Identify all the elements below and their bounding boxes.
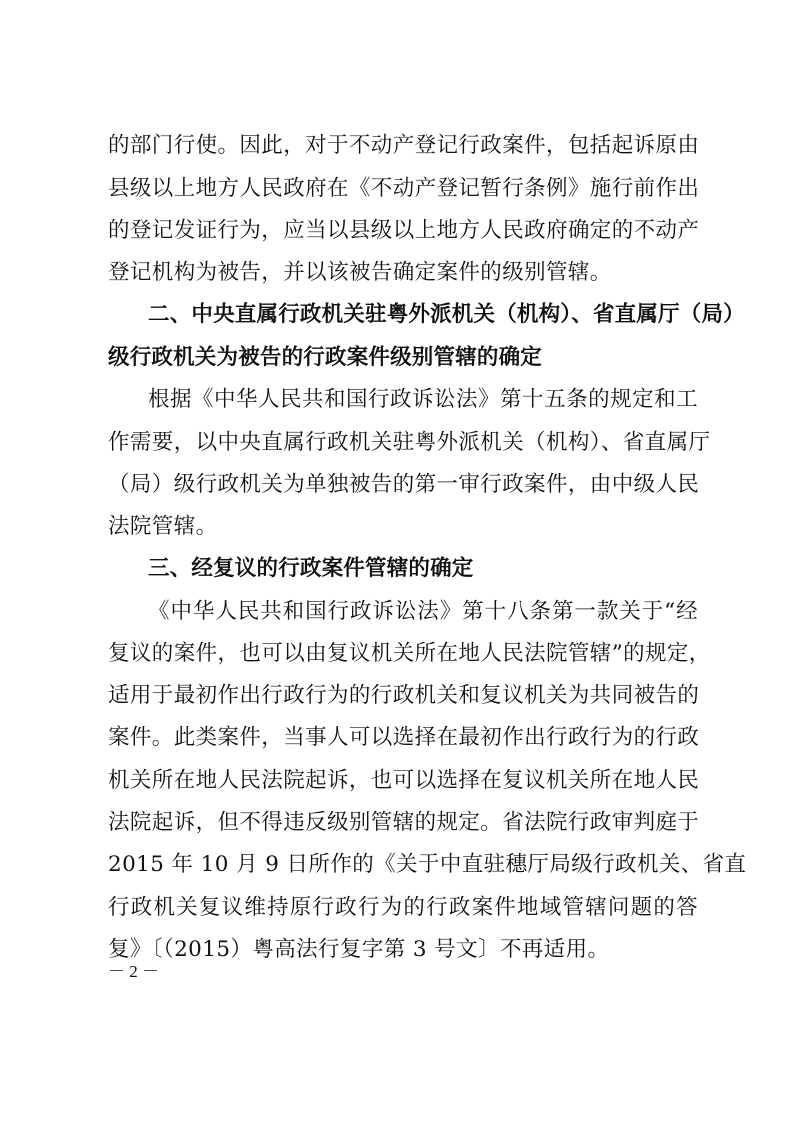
body-line-7: 根据《中华人民共和国行政诉讼法》第十五条的规定和工 — [148, 387, 698, 412]
body-line-15: 案件。此类案件，当事人可以选择在最初作出行政行为的行政 — [108, 725, 700, 750]
section-heading-3: 三、经复议的行政案件管辖的确定 — [148, 556, 474, 581]
body-line-10: 法院管辖。 — [108, 514, 218, 539]
body-line-4: 登记机构为被告，并以该被告确定案件的级别管辖。 — [108, 260, 612, 285]
body-line-19: 行政机关复议维持原行政行为的行政案件地域管辖问题的答 — [108, 895, 698, 920]
body-line-18: 2015 年 10 月 9 日所作的《关于中直驻穗厅局级行政机关、省直 — [108, 852, 747, 877]
body-line-9: （局）级行政机关为单独被告的第一审行政案件，由中级人民 — [108, 472, 700, 497]
body-line-8: 作需要，以中央直属行政机关驻粤外派机关（机构）、省直属厅 — [108, 430, 711, 455]
body-line-14: 适用于最初作出行政行为的行政机关和复议机关为共同被告的 — [108, 683, 700, 708]
body-line-16: 机关所在地人民法院起诉，也可以选择在复议机关所在地人民 — [108, 768, 700, 793]
body-line-1: 的部门行使。因此，对于不动产登记行政案件，包括起诉原由 — [108, 133, 700, 158]
body-line-20: 复》〔（2015）粤高法行复字第 3 号文〕不再适用。 — [108, 937, 610, 962]
body-line-13: 复议的案件，也可以由复议机关所在地人民法院管辖”的规定， — [108, 641, 711, 666]
page-number: － 2 － — [108, 962, 159, 981]
body-line-12: 《中华人民共和国行政诉讼法》第十八条第一款关于“经 — [148, 599, 698, 624]
body-line-17: 法院起诉，但不得违反级别管辖的规定。省法院行政审判庭于 — [108, 810, 700, 835]
body-line-3: 的登记发证行为，应当以县级以上地方人民政府确定的不动产 — [108, 218, 700, 243]
section-heading-2-line-2: 级行政机关为被告的行政案件级别管辖的确定 — [108, 345, 543, 370]
section-heading-2-line-1: 二、中央直属行政机关驻粤外派机关（机构）、省直属厅（局） — [148, 302, 745, 327]
body-line-2: 县级以上地方人民政府在《不动产登记暂行条例》施行前作出 — [108, 176, 700, 201]
